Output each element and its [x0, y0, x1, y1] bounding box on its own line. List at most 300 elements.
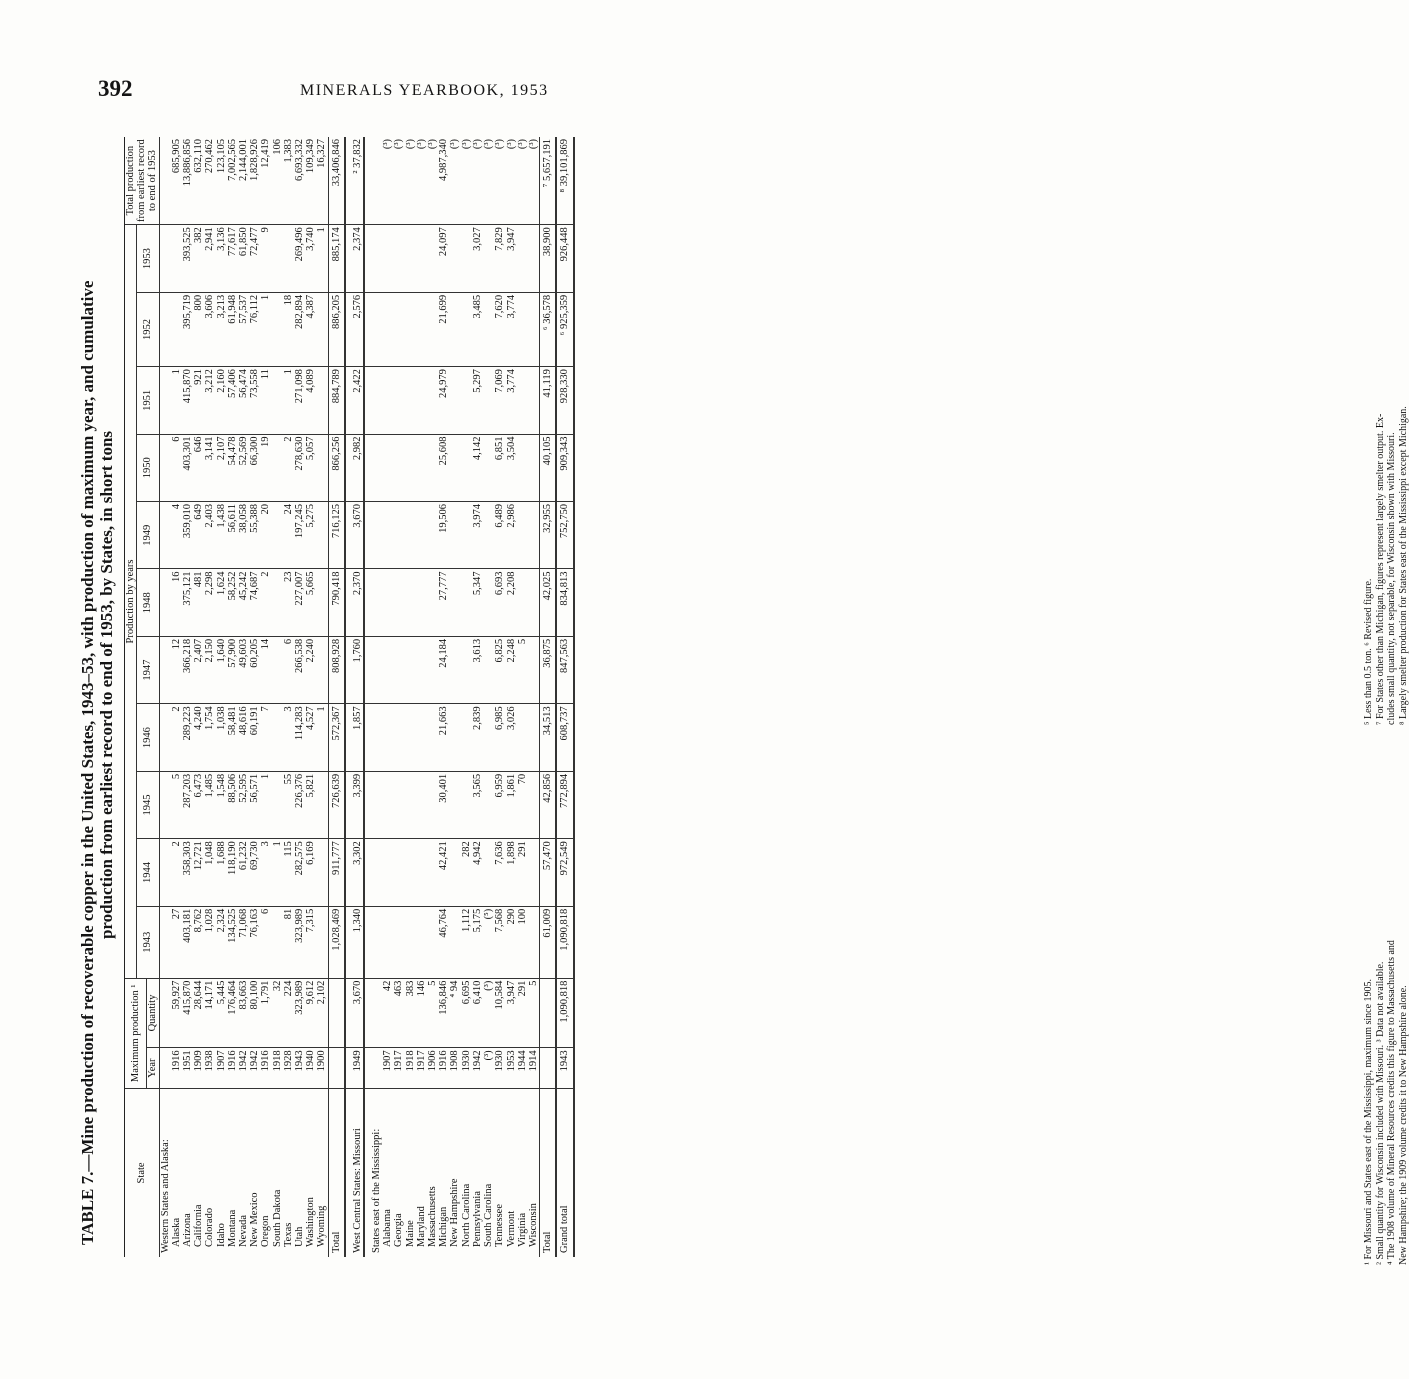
- footnote-line: ⁴ The 1908 volume of Mineral Resources credits this figure to Massachusetts and: [1386, 940, 1397, 1265]
- table-caption: [78, 125, 116, 1265]
- empty-cell: [345, 636, 352, 703]
- state-name: California: [193, 1204, 205, 1247]
- year-value-cell: 58,481: [227, 704, 238, 771]
- cumulative-total-cell: (³): [427, 137, 438, 225]
- year-value-cell: [517, 434, 528, 501]
- max-year-cell: 1930: [494, 1048, 505, 1088]
- year-value-cell: [316, 292, 328, 366]
- table-row: [216, 137, 227, 1257]
- year-value-cell: 42,025: [540, 569, 557, 636]
- max-year-cell: 1940: [305, 1048, 316, 1088]
- year-value-cell: 3: [283, 704, 294, 771]
- year-value-cell: [449, 839, 460, 906]
- year-value-cell: 61,850: [238, 225, 249, 293]
- year-value-cell: [272, 569, 283, 636]
- year-value-cell: 76,112: [249, 292, 260, 366]
- footnote-line: ⁷ For States other than Michigan, figures represent largely smelter output. Ex-: [1374, 413, 1386, 725]
- footnotes-left: [1363, 735, 1409, 1265]
- empty-cell: [364, 137, 371, 225]
- max-quantity-cell: 176,464: [227, 978, 238, 1048]
- year-value-cell: 5,175: [472, 906, 483, 978]
- year-value-cell: [382, 636, 393, 703]
- year-value-cell: [316, 569, 328, 636]
- year-value-cell: [427, 569, 438, 636]
- year-value-cell: 1: [260, 771, 271, 838]
- year-value-cell: 393,525: [182, 225, 193, 293]
- year-value-cell: 2,982: [352, 434, 364, 501]
- year-value-cell: 57,470: [540, 839, 557, 906]
- empty-cell: [159, 978, 171, 1048]
- table-row: [171, 137, 182, 1257]
- year-header: 1950: [137, 434, 159, 501]
- year-value-cell: 55: [283, 771, 294, 838]
- year-value-cell: 808,928: [328, 636, 345, 703]
- year-value-cell: 1,861: [506, 771, 517, 838]
- year-value-cell: [427, 906, 438, 978]
- year-value-cell: [382, 225, 393, 293]
- year-value-cell: [382, 569, 393, 636]
- table-row: [449, 137, 460, 1257]
- table-body: [159, 137, 573, 1257]
- year-value-cell: [316, 367, 328, 434]
- year-value-cell: 73,558: [249, 367, 260, 434]
- year-value-cell: [316, 906, 328, 978]
- year-value-cell: 60,191: [249, 704, 260, 771]
- cumulative-total-cell: 16,327: [316, 137, 328, 225]
- empty-cell: [364, 1048, 371, 1088]
- year-value-cell: [483, 839, 494, 906]
- year-value-cell: [483, 502, 494, 569]
- year-value-cell: [316, 502, 328, 569]
- year-value-cell: [517, 367, 528, 434]
- year-value-cell: 6,851: [494, 434, 505, 501]
- year-value-cell: 772,894: [556, 771, 573, 838]
- year-value-cell: [416, 906, 427, 978]
- year-value-cell: 6,169: [305, 839, 316, 906]
- year-value-cell: 3,504: [506, 434, 517, 501]
- year-value-cell: 572,367: [328, 704, 345, 771]
- year-value-cell: 100: [517, 906, 528, 978]
- year-value-cell: [382, 771, 393, 838]
- cumulative-total-cell: 7,002,565: [227, 137, 238, 225]
- year-value-cell: 2,422: [352, 367, 364, 434]
- table-row: [316, 137, 328, 1257]
- year-value-cell: 403,301: [182, 434, 193, 501]
- empty-cell: [159, 367, 171, 434]
- max-quantity-cell: [328, 978, 345, 1048]
- max-year-cell: 1917: [393, 1048, 404, 1088]
- footnote-line: ⁵ Less than 0.5 ton. ⁶ Revised figure.: [1363, 578, 1374, 725]
- year-value-cell: [405, 839, 416, 906]
- max-quantity-cell: 5,445: [216, 978, 227, 1048]
- year-value-cell: 55,388: [249, 502, 260, 569]
- year-value-cell: 24,097: [438, 225, 449, 293]
- year-value-cell: [393, 225, 404, 293]
- year-value-cell: 1,898: [506, 839, 517, 906]
- year-value-cell: 32,955: [540, 502, 557, 569]
- state-name: New Mexico: [249, 1192, 261, 1247]
- year-value-cell: [528, 839, 540, 906]
- year-value-cell: 3,026: [506, 704, 517, 771]
- year-value-cell: 56,474: [238, 367, 249, 434]
- year-value-cell: 608,737: [556, 704, 573, 771]
- footnote-line: ¹ For Missouri and States east of the Mississippi, maximum since 1905.: [1363, 978, 1374, 1265]
- year-value-cell: 115: [283, 839, 294, 906]
- year-value-cell: 884,789: [328, 367, 345, 434]
- year-value-cell: 27: [171, 906, 182, 978]
- year-value-cell: 6,489: [494, 502, 505, 569]
- year-value-cell: 42,856: [540, 771, 557, 838]
- table-row: [260, 137, 271, 1257]
- year-value-cell: 76,163: [249, 906, 260, 978]
- rotated-table-block: [78, 125, 1409, 1265]
- year-value-cell: [416, 434, 427, 501]
- empty-cell: [364, 839, 371, 906]
- max-quantity-cell: 5: [528, 978, 540, 1048]
- caption-line-1: TABLE 7.—Mine production of recoverable copper in the United States, 1943–53, with production of maximum year, and cumulative: [78, 280, 97, 1245]
- table-row: [483, 137, 494, 1257]
- year-value-cell: 926,448: [556, 225, 573, 293]
- year-header: 1943: [137, 906, 159, 978]
- year-value-cell: [272, 771, 283, 838]
- state-name: Texas: [282, 1222, 294, 1247]
- year-value-cell: [382, 292, 393, 366]
- year-value-cell: 61,232: [238, 839, 249, 906]
- section-label: Western States and Alaska:: [159, 1139, 171, 1253]
- year-value-cell: [461, 771, 472, 838]
- year-value-cell: 7,636: [494, 839, 505, 906]
- year-value-cell: 19: [260, 434, 271, 501]
- year-value-cell: [449, 906, 460, 978]
- year-value-cell: 7,620: [494, 292, 505, 366]
- empty-cell: [364, 978, 371, 1048]
- cumulative-total-cell: (³): [472, 137, 483, 225]
- max-quantity-cell: 2,102: [316, 978, 328, 1048]
- year-value-cell: 3,212: [204, 367, 215, 434]
- table-row: [238, 137, 249, 1257]
- year-value-cell: [405, 704, 416, 771]
- year-value-cell: 114,283: [294, 704, 305, 771]
- state-name: West Central States: Missouri: [352, 1088, 364, 1257]
- max-year-cell: 1907: [216, 1048, 227, 1088]
- state-name: Grand total: [556, 1088, 573, 1257]
- year-value-cell: 2,107: [216, 434, 227, 501]
- max-quantity-cell: 3,670: [352, 978, 364, 1048]
- empty-cell: [364, 225, 371, 293]
- state-name: Total: [328, 1088, 345, 1257]
- empty-cell: [364, 771, 371, 838]
- state-header: State: [125, 1088, 160, 1257]
- empty-cell: [159, 502, 171, 569]
- year-value-cell: [483, 225, 494, 293]
- year-header: 1953: [137, 225, 159, 293]
- year-value-cell: 2,403: [204, 502, 215, 569]
- max-quantity-cell: ⁴ 94: [449, 978, 460, 1048]
- table-row: [506, 137, 517, 1257]
- year-value-cell: [461, 569, 472, 636]
- year-value-cell: 46,764: [438, 906, 449, 978]
- state-name: Alaska: [170, 1217, 182, 1247]
- empty-cell: [371, 978, 382, 1048]
- year-value-cell: 5,275: [305, 502, 316, 569]
- cumulative-total-cell: 109,349: [305, 137, 316, 225]
- year-value-cell: 1: [316, 225, 328, 293]
- year-value-cell: 885,174: [328, 225, 345, 293]
- year-value-cell: 54,478: [227, 434, 238, 501]
- year-value-cell: [483, 367, 494, 434]
- year-value-cell: 1: [283, 367, 294, 434]
- empty-cell: [159, 839, 171, 906]
- year-value-cell: 48,616: [238, 704, 249, 771]
- year-value-cell: 12: [171, 636, 182, 703]
- year-value-cell: 60,205: [249, 636, 260, 703]
- year-value-cell: [449, 569, 460, 636]
- state-name: Montana: [226, 1209, 238, 1247]
- year-value-cell: 6: [171, 434, 182, 501]
- empty-cell: [364, 1088, 371, 1257]
- year-value-cell: 3,565: [472, 771, 483, 838]
- empty-cell: [371, 502, 382, 569]
- year-value-cell: [272, 906, 283, 978]
- empty-cell: [159, 292, 171, 366]
- year-value-cell: 4,387: [305, 292, 316, 366]
- cumulative-total-cell: 106: [272, 137, 283, 225]
- year-value-cell: 71,068: [238, 906, 249, 978]
- year-value-cell: 2,407: [193, 636, 204, 703]
- table-row: [294, 137, 305, 1257]
- table-row: [427, 137, 438, 1257]
- cumulative-total-cell: 632,110: [193, 137, 204, 225]
- max-quantity-cell: 6,410: [472, 978, 483, 1048]
- cumulative-total-cell: ⁷ 5,657,191: [540, 137, 557, 225]
- year-value-cell: 282: [461, 839, 472, 906]
- year-value-cell: [171, 292, 182, 366]
- year-value-cell: 42,421: [438, 839, 449, 906]
- year-value-cell: 18: [283, 292, 294, 366]
- year-value-cell: [393, 367, 404, 434]
- year-value-cell: 3,613: [472, 636, 483, 703]
- year-value-cell: 3,485: [472, 292, 483, 366]
- max-year-cell: 1942: [249, 1048, 260, 1088]
- empty-cell: [371, 292, 382, 366]
- max-year-cell: 1942: [238, 1048, 249, 1088]
- max-year-cell: 1942: [472, 1048, 483, 1088]
- cumulative-total-cell: (³): [528, 137, 540, 225]
- max-year-cell: 1953: [506, 1048, 517, 1088]
- section-header-row: [159, 137, 171, 1257]
- year-value-cell: 866,256: [328, 434, 345, 501]
- empty-cell: [159, 771, 171, 838]
- max-year-cell: 1943: [556, 1048, 573, 1088]
- year-value-cell: [272, 225, 283, 293]
- year-value-cell: [528, 434, 540, 501]
- year-value-cell: 6,985: [494, 704, 505, 771]
- year-value-cell: 2,374: [352, 225, 364, 293]
- year-value-cell: 415,870: [182, 367, 193, 434]
- table-row: [193, 137, 204, 1257]
- year-value-cell: [427, 771, 438, 838]
- cumulative-total-cell: 1,383: [283, 137, 294, 225]
- table-row: [540, 137, 557, 1257]
- spacer-row: [364, 137, 371, 1257]
- year-value-cell: [405, 434, 416, 501]
- year-value-cell: [449, 771, 460, 838]
- empty-cell: [159, 434, 171, 501]
- year-value-cell: 197,245: [294, 502, 305, 569]
- empty-cell: [371, 225, 382, 293]
- year-value-cell: 6,693: [494, 569, 505, 636]
- year-value-cell: 57,900: [227, 636, 238, 703]
- year-value-cell: [316, 839, 328, 906]
- year-value-cell: 56,571: [249, 771, 260, 838]
- table-row: [182, 137, 193, 1257]
- year-value-cell: 4,089: [305, 367, 316, 434]
- total-header: Total production from earliest record to end of 1953: [125, 137, 160, 225]
- empty-cell: [345, 1088, 352, 1257]
- cumulative-total-cell: 2,144,001: [238, 137, 249, 225]
- year-value-cell: 7,069: [494, 367, 505, 434]
- year-value-cell: 847,563: [556, 636, 573, 703]
- max-year-cell: [540, 1048, 557, 1088]
- year-value-cell: [272, 434, 283, 501]
- year-value-cell: 291: [517, 839, 528, 906]
- year-value-cell: 909,343: [556, 434, 573, 501]
- empty-cell: [371, 771, 382, 838]
- max-quantity-cell: 10,584: [494, 978, 505, 1048]
- state-name: Wyoming: [316, 1205, 328, 1247]
- year-value-cell: 1,624: [216, 569, 227, 636]
- year-value-cell: 886,205: [328, 292, 345, 366]
- year-value-cell: 800: [193, 292, 204, 366]
- year-value-cell: [528, 704, 540, 771]
- max-quantity-cell: 83,663: [238, 978, 249, 1048]
- year-value-cell: 57,406: [227, 367, 238, 434]
- year-value-cell: 359,010: [182, 502, 193, 569]
- year-value-cell: 2,941: [204, 225, 215, 293]
- empty-cell: [364, 502, 371, 569]
- year-value-cell: 9: [260, 225, 271, 293]
- year-value-cell: 3: [260, 839, 271, 906]
- copper-production-table: [124, 137, 575, 1257]
- empty-cell: [371, 569, 382, 636]
- max-quantity-cell: (³): [483, 978, 494, 1048]
- max-quantity-cell: 28,644: [193, 978, 204, 1048]
- max-year-cell: 1907: [382, 1048, 393, 1088]
- state-name: Alabama: [382, 1209, 394, 1247]
- year-value-cell: [272, 704, 283, 771]
- year-value-cell: 1,438: [216, 502, 227, 569]
- state-name: South Dakota: [271, 1189, 283, 1247]
- table-row: [438, 137, 449, 1257]
- year-value-cell: [382, 906, 393, 978]
- spacer-row: [345, 137, 352, 1257]
- table-row: [283, 137, 294, 1257]
- empty-cell: [345, 978, 352, 1048]
- table-row: [528, 137, 540, 1257]
- year-value-cell: 2,324: [216, 906, 227, 978]
- year-value-cell: [449, 636, 460, 703]
- year-value-cell: 1: [260, 292, 271, 366]
- footnote-line: New Hampshire; the 1909 volume credits it to New Hampshire alone.: [1397, 985, 1409, 1265]
- year-value-cell: [382, 704, 393, 771]
- max-year-cell: 1951: [182, 1048, 193, 1088]
- year-value-cell: 81: [283, 906, 294, 978]
- year-value-cell: 49,603: [238, 636, 249, 703]
- year-value-cell: 34,513: [540, 704, 557, 771]
- year-value-cell: 5,057: [305, 434, 316, 501]
- year-value-cell: [405, 906, 416, 978]
- empty-cell: [345, 771, 352, 838]
- page-number: 392: [98, 76, 133, 101]
- cumulative-total-cell: (³): [416, 137, 427, 225]
- max-quantity-cell: 1,090,818: [556, 978, 573, 1048]
- year-value-cell: 2,150: [204, 636, 215, 703]
- empty-cell: [159, 636, 171, 703]
- empty-cell: [371, 434, 382, 501]
- empty-cell: [364, 704, 371, 771]
- year-value-cell: 2: [171, 704, 182, 771]
- year-value-cell: 118,190: [227, 839, 238, 906]
- table-row: [272, 137, 283, 1257]
- max-year-cell: 1918: [405, 1048, 416, 1088]
- year-value-cell: [427, 704, 438, 771]
- year-value-cell: 282,575: [294, 839, 305, 906]
- state-name: Vermont: [505, 1210, 517, 1247]
- year-value-cell: 271,098: [294, 367, 305, 434]
- year-value-cell: 1,640: [216, 636, 227, 703]
- state-name: Maryland: [415, 1206, 427, 1247]
- table-row: [352, 137, 364, 1257]
- year-value-cell: 7,829: [494, 225, 505, 293]
- year-value-cell: 2,370: [352, 569, 364, 636]
- year-value-cell: 1,340: [352, 906, 364, 978]
- year-value-cell: 41,119: [540, 367, 557, 434]
- year-value-cell: 52,595: [238, 771, 249, 838]
- year-value-cell: 323,989: [294, 906, 305, 978]
- running-head: MINERALS YEARBOOK, 1953: [300, 82, 549, 99]
- year-value-cell: 227,007: [294, 569, 305, 636]
- empty-cell: [345, 569, 352, 636]
- year-value-cell: 3,974: [472, 502, 483, 569]
- year-value-cell: [528, 906, 540, 978]
- cumulative-total-cell: (³): [517, 137, 528, 225]
- year-value-cell: 5,347: [472, 569, 483, 636]
- year-value-cell: [316, 771, 328, 838]
- state-name: North Carolina: [460, 1183, 472, 1247]
- year-value-cell: 6: [260, 906, 271, 978]
- year-value-cell: 5,821: [305, 771, 316, 838]
- year-value-cell: [427, 225, 438, 293]
- year-value-cell: 1,038: [216, 704, 227, 771]
- year-value-cell: [393, 704, 404, 771]
- year-value-cell: 2: [260, 569, 271, 636]
- year-value-cell: [449, 292, 460, 366]
- year-value-cell: [272, 292, 283, 366]
- year-value-cell: 6,825: [494, 636, 505, 703]
- cumulative-total-cell: 270,462: [204, 137, 215, 225]
- year-value-cell: 3,774: [506, 367, 517, 434]
- year-value-cell: 1,548: [216, 771, 227, 838]
- table-row: [416, 137, 427, 1257]
- year-header: 1944: [137, 839, 159, 906]
- year-value-cell: [405, 292, 416, 366]
- year-value-cell: [416, 225, 427, 293]
- empty-cell: [371, 137, 382, 225]
- max-year-cell: 1906: [427, 1048, 438, 1088]
- year-value-cell: [393, 292, 404, 366]
- year-value-cell: 1,485: [204, 771, 215, 838]
- year-value-cell: 20: [260, 502, 271, 569]
